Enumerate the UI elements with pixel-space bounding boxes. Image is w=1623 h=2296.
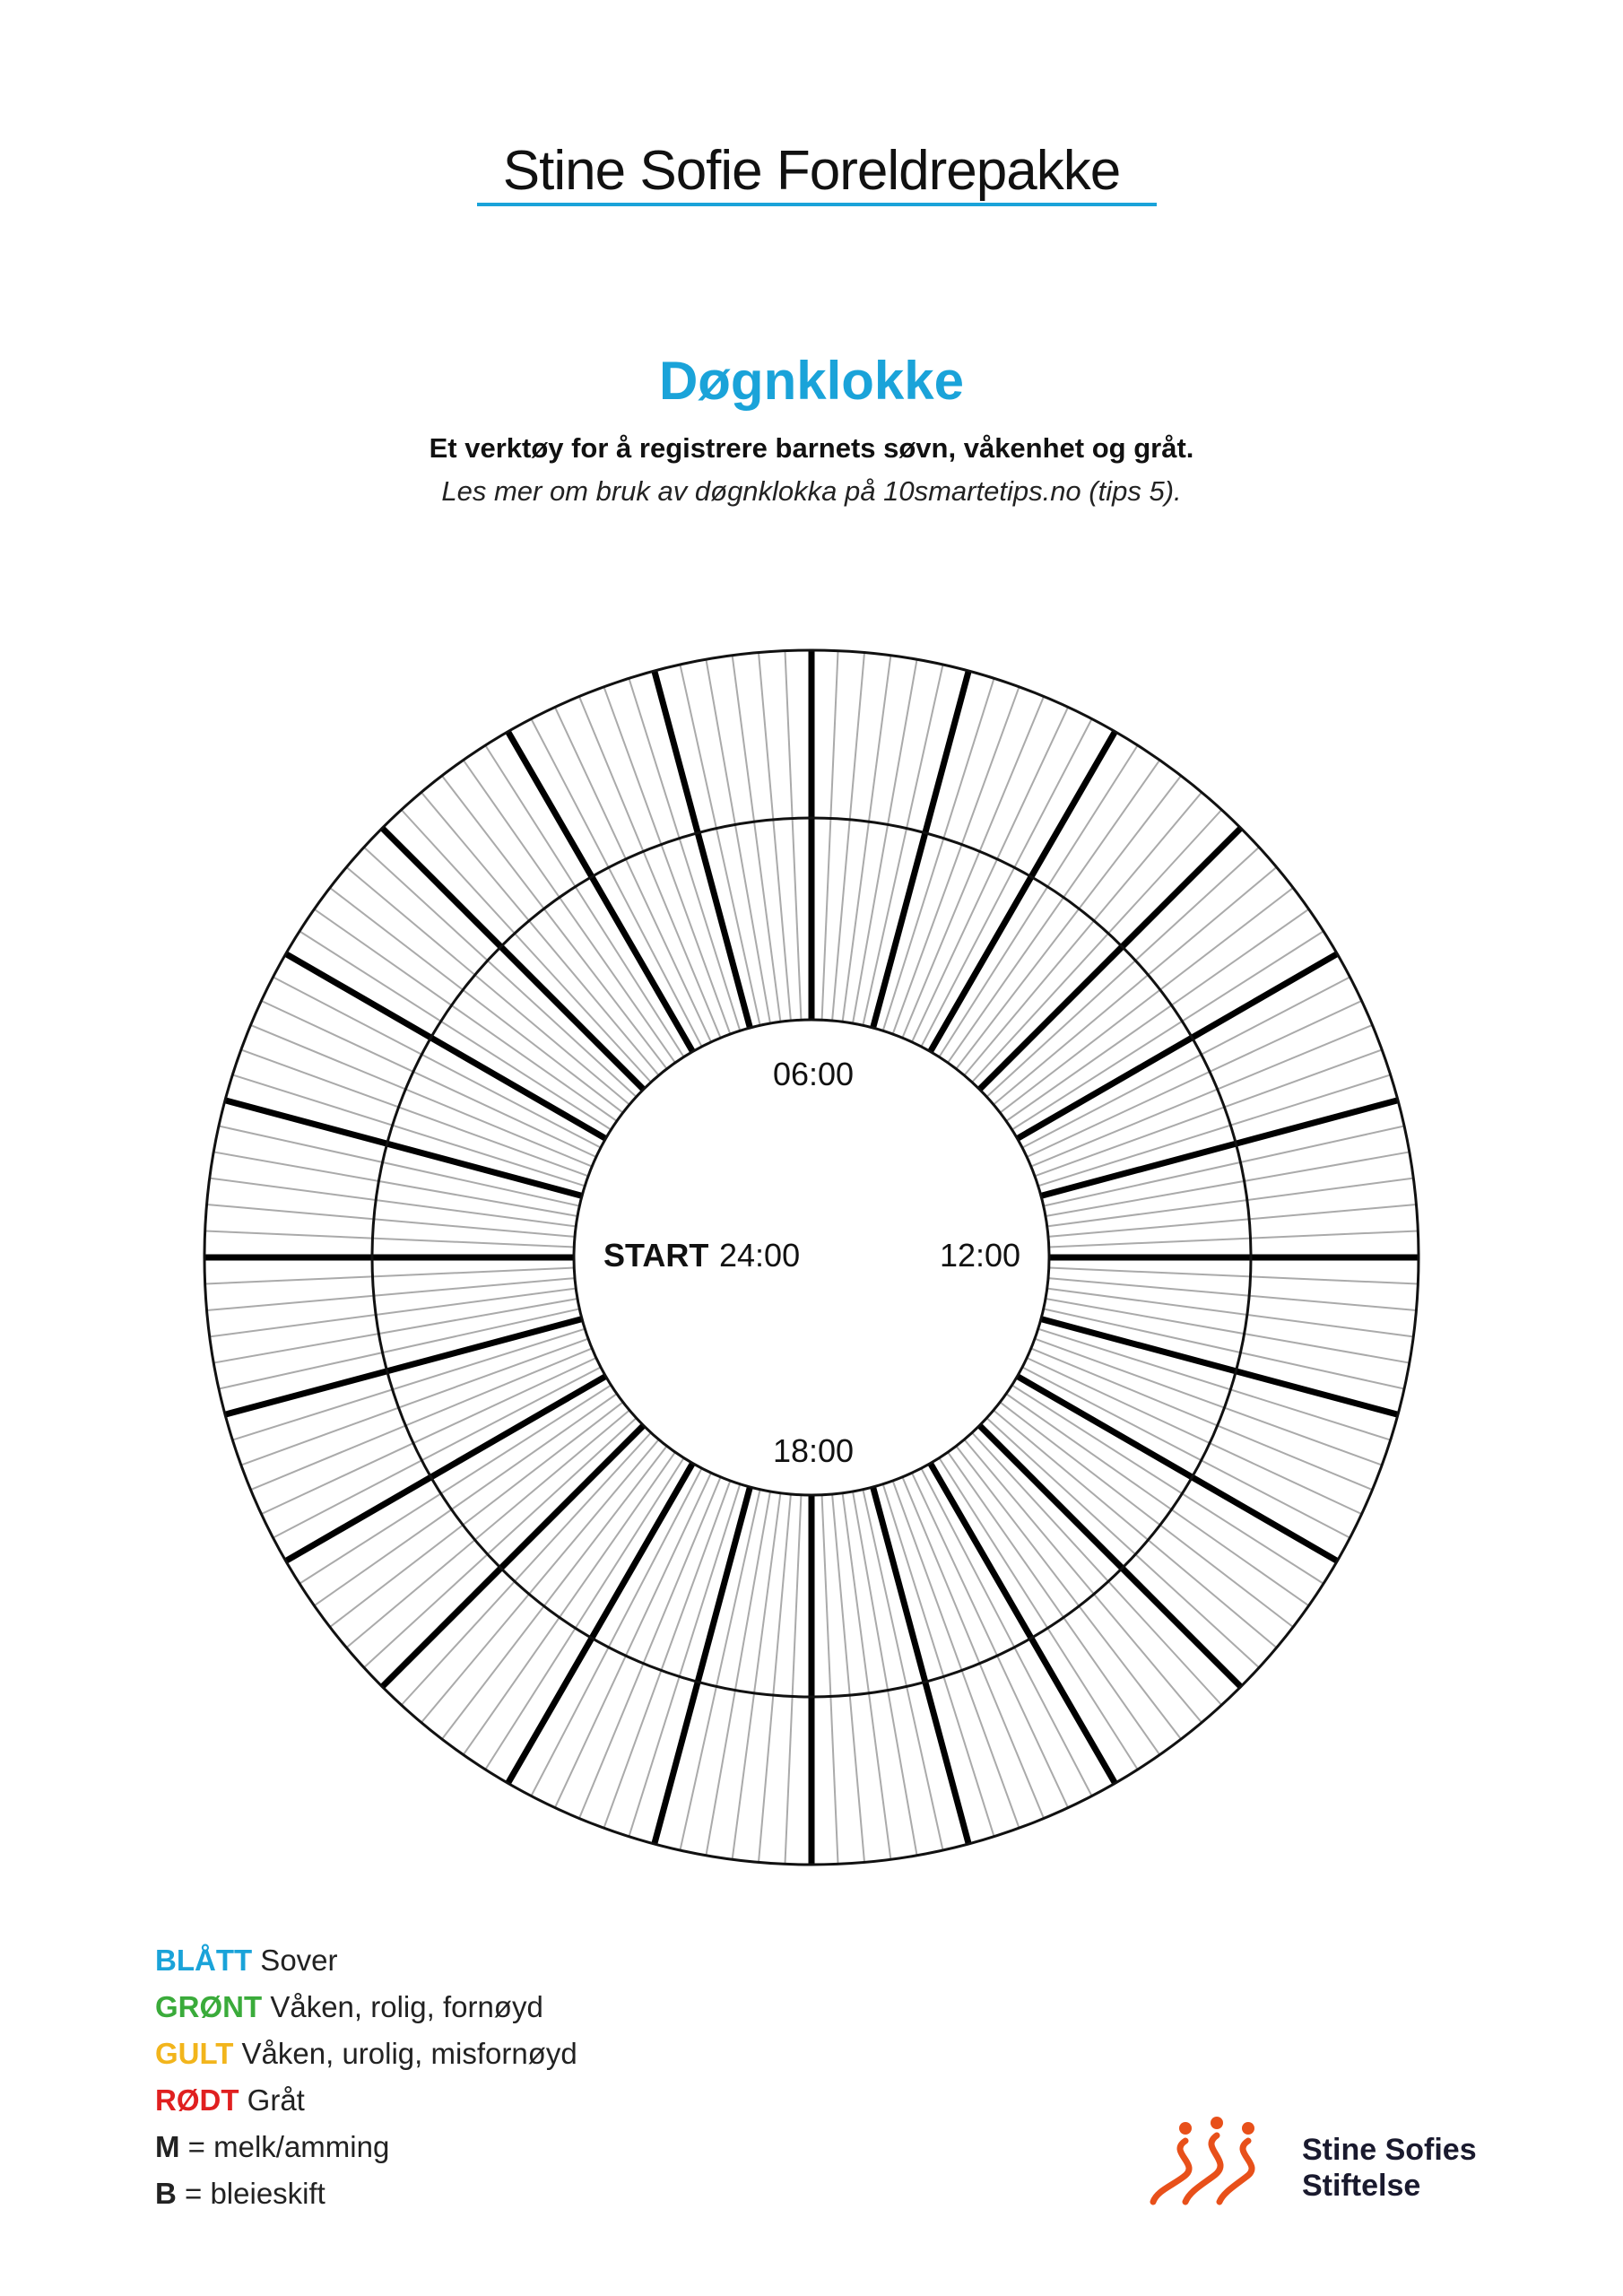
document-note: Les mer om bruk av døgnklokka på 10smartetips.no (tips 5). — [441, 475, 1182, 507]
clock-start-label: START — [603, 1237, 709, 1274]
foundation-logo — [1150, 2112, 1508, 2211]
clock-minute-divider — [706, 659, 770, 1023]
clock-minute-divider — [1046, 1152, 1410, 1216]
legend-key-green: GRØNT — [155, 1990, 263, 2023]
clock-minute-divider — [853, 1492, 917, 1856]
clock-hour-divider — [1041, 1319, 1398, 1415]
legend-item-milk — [155, 2124, 577, 2170]
clock-minute-divider — [706, 1492, 770, 1856]
clock-hour-divider — [873, 671, 969, 1028]
legend-item-red — [155, 2077, 577, 2124]
clock-minute-divider — [210, 1289, 576, 1337]
clock-minute-divider — [822, 1495, 838, 1865]
clock-minute-divider — [207, 1278, 575, 1310]
clock-minute-divider — [205, 1231, 575, 1247]
clock-minute-divider — [555, 1473, 711, 1807]
clock-minute-divider — [205, 1268, 575, 1284]
clock-minute-divider — [273, 977, 600, 1147]
foundation-logo-icon — [1150, 2112, 1284, 2211]
legend-key-yellow: GULT — [155, 2037, 234, 2070]
clock-minute-divider — [261, 1358, 595, 1514]
clock-minute-divider — [759, 1494, 791, 1862]
clock-minute-divider — [213, 1299, 577, 1363]
clock-hour-divider — [655, 1487, 751, 1844]
legend-text-blue: Sover — [252, 1944, 338, 1977]
clock-minute-divider — [1048, 1205, 1416, 1237]
clock-minute-divider — [210, 1178, 576, 1227]
legend-item-blue — [155, 1937, 577, 1984]
legend-item-diaper — [155, 2170, 577, 2217]
clock-minute-divider — [261, 1001, 595, 1157]
clock-minute-divider — [921, 1468, 1091, 1796]
clock-minute-divider — [1049, 1231, 1419, 1247]
clock-minute-divider — [853, 659, 917, 1023]
clock-label-top: 06:00 — [772, 1056, 855, 1092]
legend-text-milk: = melk/amming — [179, 2130, 390, 2163]
clock-minute-divider — [1022, 1367, 1350, 1537]
clock-minute-divider — [785, 1495, 801, 1865]
clock-minute-divider — [912, 707, 1068, 1041]
clock-minute-divider — [1047, 1178, 1413, 1227]
clock-hour-divider — [1041, 1100, 1398, 1196]
document-title: Døgnklokke — [658, 351, 965, 411]
foundation-name-line2: Stiftelse — [1302, 2169, 1421, 2203]
clock-label-bottom: 18:00 — [772, 1432, 855, 1469]
legend-item-green — [155, 1984, 577, 2031]
clock-minute-divider — [921, 718, 1091, 1046]
clock-hour-divider — [225, 1319, 582, 1415]
clock-minute-divider — [1047, 1289, 1413, 1337]
foundation-logo-text — [1302, 2132, 1477, 2204]
clock-minute-divider — [207, 1205, 575, 1237]
clock-minute-divider — [1022, 977, 1350, 1147]
color-legend — [155, 1937, 577, 2217]
clock-minute-divider — [1027, 1001, 1361, 1157]
clock-minute-divider — [273, 1367, 600, 1537]
foundation-name-line1: Stine Sofies — [1302, 2133, 1477, 2167]
legend-key-blue: BLÅTT — [155, 1944, 253, 1977]
clock-minute-divider — [531, 1468, 701, 1796]
clock-minute-divider — [832, 653, 864, 1021]
clock-minute-divider — [531, 718, 701, 1046]
clock-minute-divider — [213, 1152, 577, 1216]
clock-minute-divider — [1046, 1299, 1410, 1363]
clock-minute-divider — [1027, 1358, 1361, 1514]
document-subtitle: Et verktøy for å registrere barnets søvn, våkenhet og gråt. — [429, 432, 1194, 464]
legend-key-milk: M — [155, 2130, 180, 2163]
legend-item-yellow — [155, 2031, 577, 2077]
legend-text-green: Våken, rolig, fornøyd — [262, 1990, 543, 2023]
clock-minute-divider — [1048, 1278, 1416, 1310]
page-header-title: Stine Sofie Foreldrepakke — [502, 140, 1121, 202]
clock-hour-divider — [873, 1487, 969, 1844]
clock-minute-divider — [832, 1494, 864, 1862]
legend-text-diaper: = bleieskift — [176, 2177, 325, 2210]
clock-minute-divider — [555, 707, 711, 1041]
clock-minute-divider — [733, 1493, 781, 1859]
clock-minute-divider — [759, 653, 791, 1021]
clock-label-left: 24:00 — [719, 1237, 801, 1274]
clock-minute-divider — [785, 651, 801, 1021]
legend-key-red: RØDT — [155, 2083, 239, 2117]
legend-text-red: Gråt — [239, 2083, 305, 2117]
legend-key-diaper: B — [155, 2177, 177, 2210]
clock-minute-divider — [843, 1493, 891, 1859]
clock-hour-divider — [225, 1100, 582, 1196]
clock-minute-divider — [733, 656, 781, 1022]
clock-label-right: 12:00 — [939, 1237, 1021, 1274]
clock-minute-divider — [1049, 1268, 1419, 1284]
clock-hour-divider — [655, 671, 751, 1028]
clock-minute-divider — [912, 1473, 1068, 1807]
clock-minute-divider — [843, 656, 891, 1022]
legend-text-yellow: Våken, urolig, misfornøyd — [233, 2037, 577, 2070]
clock-minute-divider — [822, 651, 838, 1021]
